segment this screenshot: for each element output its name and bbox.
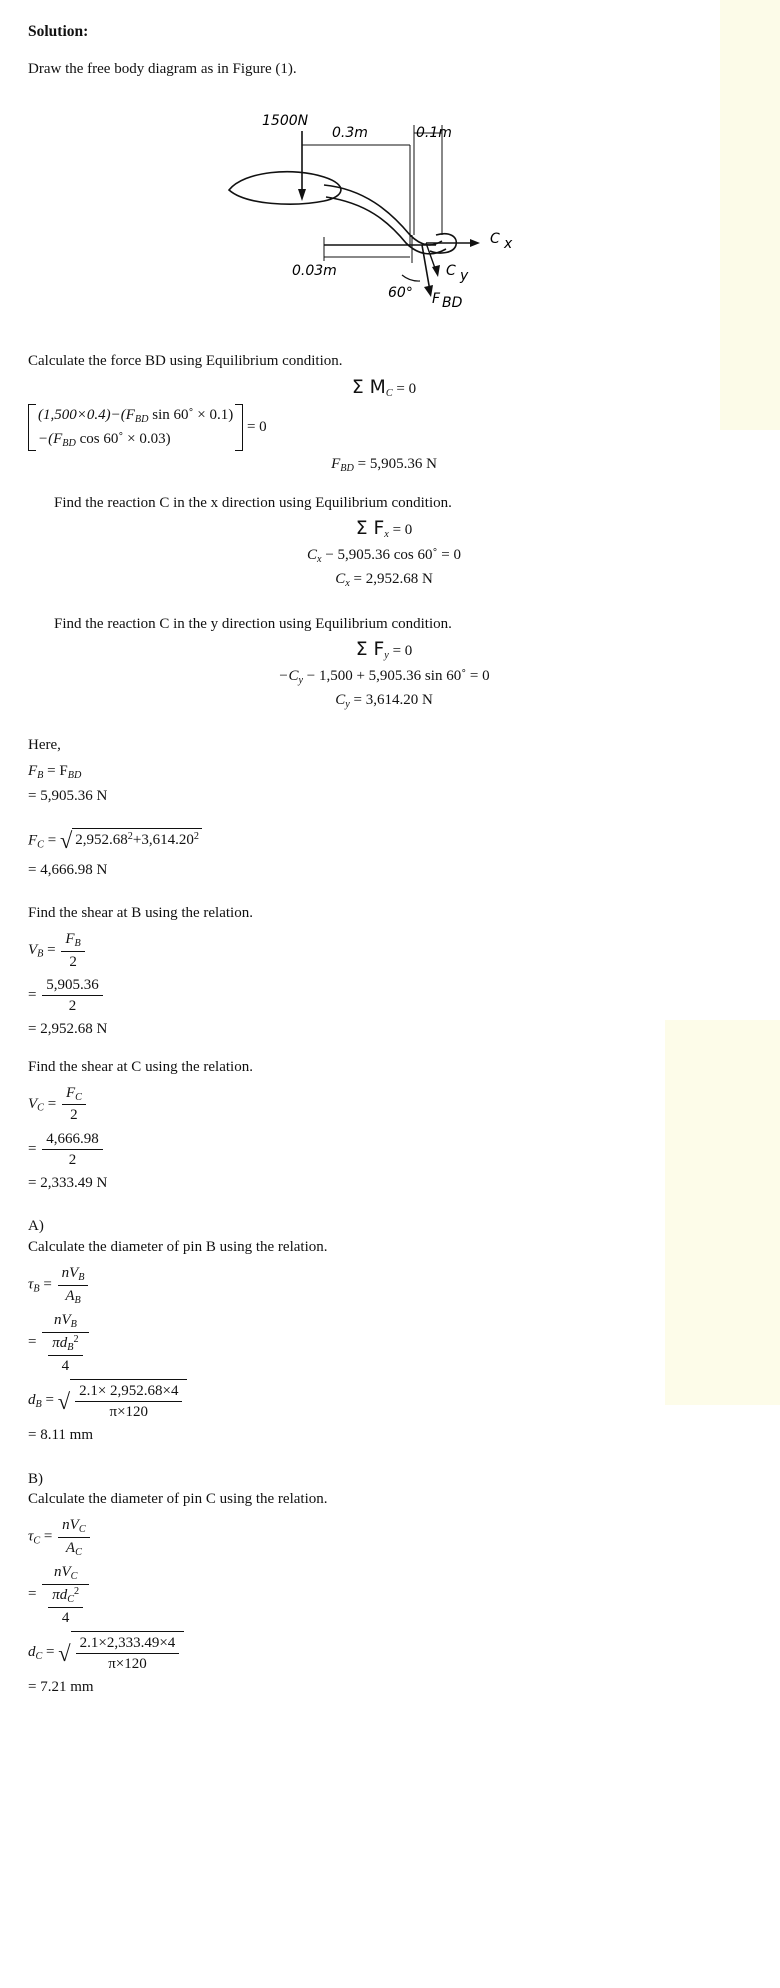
dc-var: d: [28, 1643, 36, 1660]
vb-num2: 5,905.36: [42, 975, 103, 996]
sqrt-symbol: √: [59, 828, 73, 854]
fb-value: = 5,905.36 N: [28, 787, 108, 804]
vb-num-var: F: [65, 931, 75, 947]
shear-c-equation: $V_C$ = $\frac{F_C}{2}$: [28, 1083, 740, 1126]
tau-b-num2-var: nV: [53, 1312, 71, 1329]
tau-c-inner-den: 4: [61, 1609, 70, 1626]
shear-b-numeric: = $\frac{5,905.36}{2}$: [28, 975, 740, 1017]
tau-b-inner-num-var: πd: [52, 1334, 68, 1351]
vc-var-sub: C: [37, 1102, 44, 1114]
moment-bracket-rhs: = 0: [246, 419, 267, 436]
fbd-result-var: F: [331, 456, 341, 473]
vc-num-sub: C: [75, 1091, 82, 1103]
sqrt-symbol: √: [58, 1641, 71, 1667]
tau-c-den: [58, 1538, 89, 1560]
tau-c-var: τ: [28, 1528, 34, 1545]
sum-fx-rhs: = 0: [392, 522, 413, 539]
sum-fx-symbol: Σ F: [355, 518, 385, 540]
moment-bracket: [28, 404, 243, 451]
tau-c-num: [58, 1515, 89, 1538]
tau-b-num: [58, 1263, 89, 1286]
shear-b-equation: $V_B$ = $\frac{F_B}{2}$: [28, 929, 740, 972]
vc-var: V: [28, 1095, 38, 1112]
moment-line1-tail: sin 60˚ × 0.1): [148, 407, 234, 424]
vc-fraction-numeric: [42, 1129, 103, 1171]
fc-exp-a: 2: [127, 830, 133, 842]
sum-moments-eq: [28, 375, 740, 401]
shear-b-result: = 2,952.68 N: [28, 1021, 108, 1038]
vc-num2: 4,666.98: [42, 1129, 103, 1150]
diameter-c-result: = 7.21 mm: [28, 1679, 94, 1696]
fc-var: F: [28, 832, 38, 849]
tau-c-inner-fraction: [48, 1585, 83, 1628]
cy-result: [28, 690, 740, 712]
db-sub: B: [35, 1398, 42, 1410]
fbd-result-sub: BD: [340, 463, 354, 475]
part-a-label: A): [28, 1218, 44, 1235]
fbd-result: [28, 454, 740, 476]
tau-b-equation: [28, 1263, 740, 1307]
vb-fraction-numeric: [42, 975, 103, 1017]
fbd-result-value: = 5,905.36 N: [357, 456, 437, 473]
db-fraction: [75, 1381, 182, 1423]
fig-reaction-cy-sub: y: [460, 268, 469, 285]
fc-radicand-a: 2,952.68: [75, 832, 128, 849]
tau-b-inner-num: [48, 1333, 82, 1356]
dc-sub: C: [35, 1650, 43, 1662]
tau-b-eq: =: [43, 1276, 52, 1293]
moment-bracket-line-1: [34, 404, 237, 428]
fb-eq-rhs-sub: BD: [67, 770, 82, 782]
moment-line2-sub: BD: [62, 437, 76, 449]
vc-num-var: F: [65, 1084, 76, 1101]
fig-reaction-cy: C: [446, 263, 456, 280]
fig-dim-top-2: 0.1m: [416, 125, 452, 142]
fig-reaction-cx: C: [490, 231, 500, 248]
tau-c-fraction-expanded: [42, 1562, 89, 1628]
section-force-bd-title: Calculate the force BD using Equilibrium condition.: [28, 353, 343, 370]
fig-angle-label: 60°: [388, 285, 413, 302]
tau-b-inner-num-exp: 2: [73, 1333, 79, 1345]
cx-var-sub: x: [317, 553, 322, 565]
dc-sqrt: [58, 1631, 184, 1675]
sqrt-symbol: √: [57, 1388, 71, 1414]
vc-den2: 2: [68, 1151, 77, 1168]
dc-rad-num: 2.1×2,333.49×4: [76, 1633, 180, 1654]
shear-c-numeric: = $\frac{4,666.98}{2}$: [28, 1129, 740, 1171]
tau-b-expanded: = $\frac{nV_B}{\frac{\pi d_B^2}{4}}$: [28, 1310, 740, 1376]
fig-force-bd: F: [432, 291, 441, 308]
sum-fx-sub: x: [384, 528, 389, 540]
moment-line2-tail: cos 60˚ × 0.03): [75, 430, 171, 447]
tau-c-den-sub: C: [75, 1546, 82, 1558]
tau-c-num2-sub: C: [70, 1571, 78, 1583]
fig-load-label: 1500N: [262, 113, 309, 130]
cy-result-value: = 3,614.20 N: [353, 692, 433, 709]
fb-var-sub: B: [37, 770, 44, 782]
diameter-b-equation: $d_B$ = √ $\frac{2.1\times 2,952.68\times 4}{\pi\times 120}$: [28, 1379, 740, 1423]
vb-numerator: [61, 929, 84, 952]
tau-c-inner-num: [48, 1585, 83, 1608]
cx-var: C: [307, 546, 318, 563]
tau-c-equation: [28, 1515, 740, 1559]
tau-b-fraction: [58, 1263, 89, 1307]
db-rad-num: 2.1× 2,952.68×4: [75, 1381, 182, 1402]
shear-c-result: = 2,333.49 N: [28, 1175, 108, 1192]
db-rad-den: π×120: [109, 1404, 149, 1420]
tau-b-num2-sub: B: [70, 1319, 77, 1331]
tau-b-num-var: nV: [61, 1264, 79, 1281]
vc-denominator: 2: [70, 1107, 78, 1124]
here-label: Here,: [28, 737, 61, 754]
tau-b-num-2: [42, 1310, 88, 1333]
moment-line2-lead: −(F: [38, 430, 63, 447]
part-a-title: Calculate the diameter of pin B using the relation.: [28, 1238, 328, 1255]
vc-numerator: [62, 1083, 86, 1106]
shear-b-title: Find the shear at B using the relation.: [28, 904, 253, 921]
db-sqrt: [58, 1379, 188, 1423]
tau-c-inner-num-exp: 2: [74, 1585, 80, 1597]
db-var: d: [28, 1391, 36, 1408]
shear-c-title: Find the shear at C using the relation.: [28, 1058, 253, 1075]
cx-result: [28, 569, 740, 591]
tau-b-den-2: [42, 1333, 88, 1376]
fc-eq-sign: =: [47, 832, 57, 849]
tau-b-den-var: A: [65, 1287, 75, 1304]
cy-result-sub: y: [345, 699, 350, 711]
sum-fy-rhs: = 0: [392, 643, 413, 660]
fc-radicand: [72, 828, 202, 850]
tau-b-var: τ: [28, 1276, 34, 1293]
fc-exp-b: 2: [193, 830, 199, 842]
part-b-title: Calculate the diameter of pin C using the relation.: [28, 1490, 328, 1507]
vb-var-sub: B: [37, 948, 44, 960]
diameter-c-equation: $d_C$ = √ $\frac{2.1\times 2,333.49\times 4}{\pi\times 120}$: [28, 1631, 740, 1675]
tau-c-den-2: [42, 1585, 89, 1628]
section-cx-title: Find the reaction C in the x direction using Equilibrium condition.: [54, 494, 452, 511]
fb-equation: [28, 761, 740, 783]
moment-line1-lead: (1,500×0.4)−(F: [38, 407, 135, 424]
solution-heading: Solution:: [28, 23, 89, 40]
fc-plus: +: [132, 832, 142, 849]
dc-radicand: [71, 1631, 185, 1675]
cx-result-var: C: [335, 571, 346, 588]
tau-c-eq: =: [43, 1528, 53, 1545]
tau-b-num-sub: B: [78, 1271, 85, 1283]
tau-c-fraction: [58, 1515, 89, 1559]
tau-c-num-2: [42, 1562, 89, 1585]
tau-c-inner-num-var: πd: [52, 1586, 68, 1603]
cy-equation-rest: − 1,500 + 5,905.36 sin 60˚ = 0: [303, 667, 490, 684]
cx-equation-rest: − 5,905.36 cos 60˚ = 0: [321, 546, 461, 563]
fig-reaction-cx-sub: x: [504, 236, 513, 253]
fb-var: F: [28, 763, 38, 780]
sum-fy-symbol: Σ F: [355, 639, 385, 661]
fb-eq-rhs: = F: [47, 763, 68, 780]
tau-b-inner-den: 4: [61, 1357, 70, 1374]
fc-var-sub: C: [37, 839, 44, 851]
sum-fx-eq: [28, 516, 740, 542]
vb-denominator: 2: [69, 953, 77, 970]
section-cy-title: Find the reaction C in the y direction using Equilibrium condition.: [54, 615, 452, 632]
intro-text: Draw the free body diagram as in Figure (1).: [28, 60, 297, 77]
tau-c-num2-var: nV: [53, 1564, 71, 1581]
tau-c-den-var: A: [65, 1539, 76, 1556]
tau-b-den-sub: B: [74, 1294, 81, 1306]
cx-equation: [28, 545, 740, 567]
part-b-label: B): [28, 1470, 43, 1487]
fig-force-bd-sub: BD: [442, 295, 463, 312]
tau-c-sub: C: [33, 1535, 41, 1547]
dc-rad-den: π×120: [108, 1656, 147, 1673]
cy-var-sub: y: [298, 674, 304, 686]
db-radicand: [70, 1379, 187, 1423]
sum-fy-sub: y: [384, 650, 389, 662]
tau-b-sub: B: [33, 1283, 40, 1295]
fc-equation: [28, 826, 740, 856]
tau-b-fraction-expanded: [42, 1310, 88, 1376]
sum-moments-sub: C: [385, 388, 393, 400]
fc-sqrt: [60, 826, 202, 856]
diameter-b-result: = 8.11 mm: [28, 1427, 93, 1444]
dc-fraction: [76, 1633, 180, 1675]
tau-c-inner-num-sub: C: [67, 1593, 75, 1605]
cy-var: −C: [278, 667, 299, 684]
fig-dim-bottom: 0.03m: [292, 263, 337, 280]
moment-bracket-equation: [28, 404, 740, 451]
vb-fraction: [61, 929, 84, 972]
free-body-diagram: [28, 85, 740, 335]
vb-num-sub: B: [74, 937, 81, 949]
cy-result-var: C: [335, 692, 346, 709]
sum-fy-eq: [28, 637, 740, 663]
cy-equation: [28, 666, 740, 688]
moment-bracket-line-2: [34, 428, 237, 452]
fbd-svg: [174, 85, 594, 335]
tau-c-num-sub: C: [78, 1523, 86, 1535]
tau-c-num-var: nV: [62, 1517, 79, 1533]
moment-line1-sub: BD: [134, 413, 149, 425]
sum-moments-rhs: = 0: [396, 381, 417, 398]
cx-result-value: = 2,952.68 N: [353, 571, 433, 588]
fc-radicand-b: 3,614.20: [141, 832, 194, 849]
fc-value: = 4,666.98 N: [28, 861, 108, 878]
tau-b-den: [58, 1286, 89, 1308]
fig-dim-top-1: 0.3m: [332, 125, 368, 142]
tau-b-inner-fraction: [48, 1333, 82, 1376]
sum-moments-symbol: Σ M: [351, 377, 386, 399]
vb-den2: 2: [68, 998, 77, 1015]
cx-result-sub: x: [345, 578, 350, 590]
tau-b-inner-num-sub: B: [67, 1341, 74, 1353]
vb-var: V: [28, 941, 38, 958]
tau-c-expanded: = $\frac{nV_C}{\frac{\pi d_C^2}{4}}$: [28, 1562, 740, 1628]
vc-fraction: [62, 1083, 86, 1126]
